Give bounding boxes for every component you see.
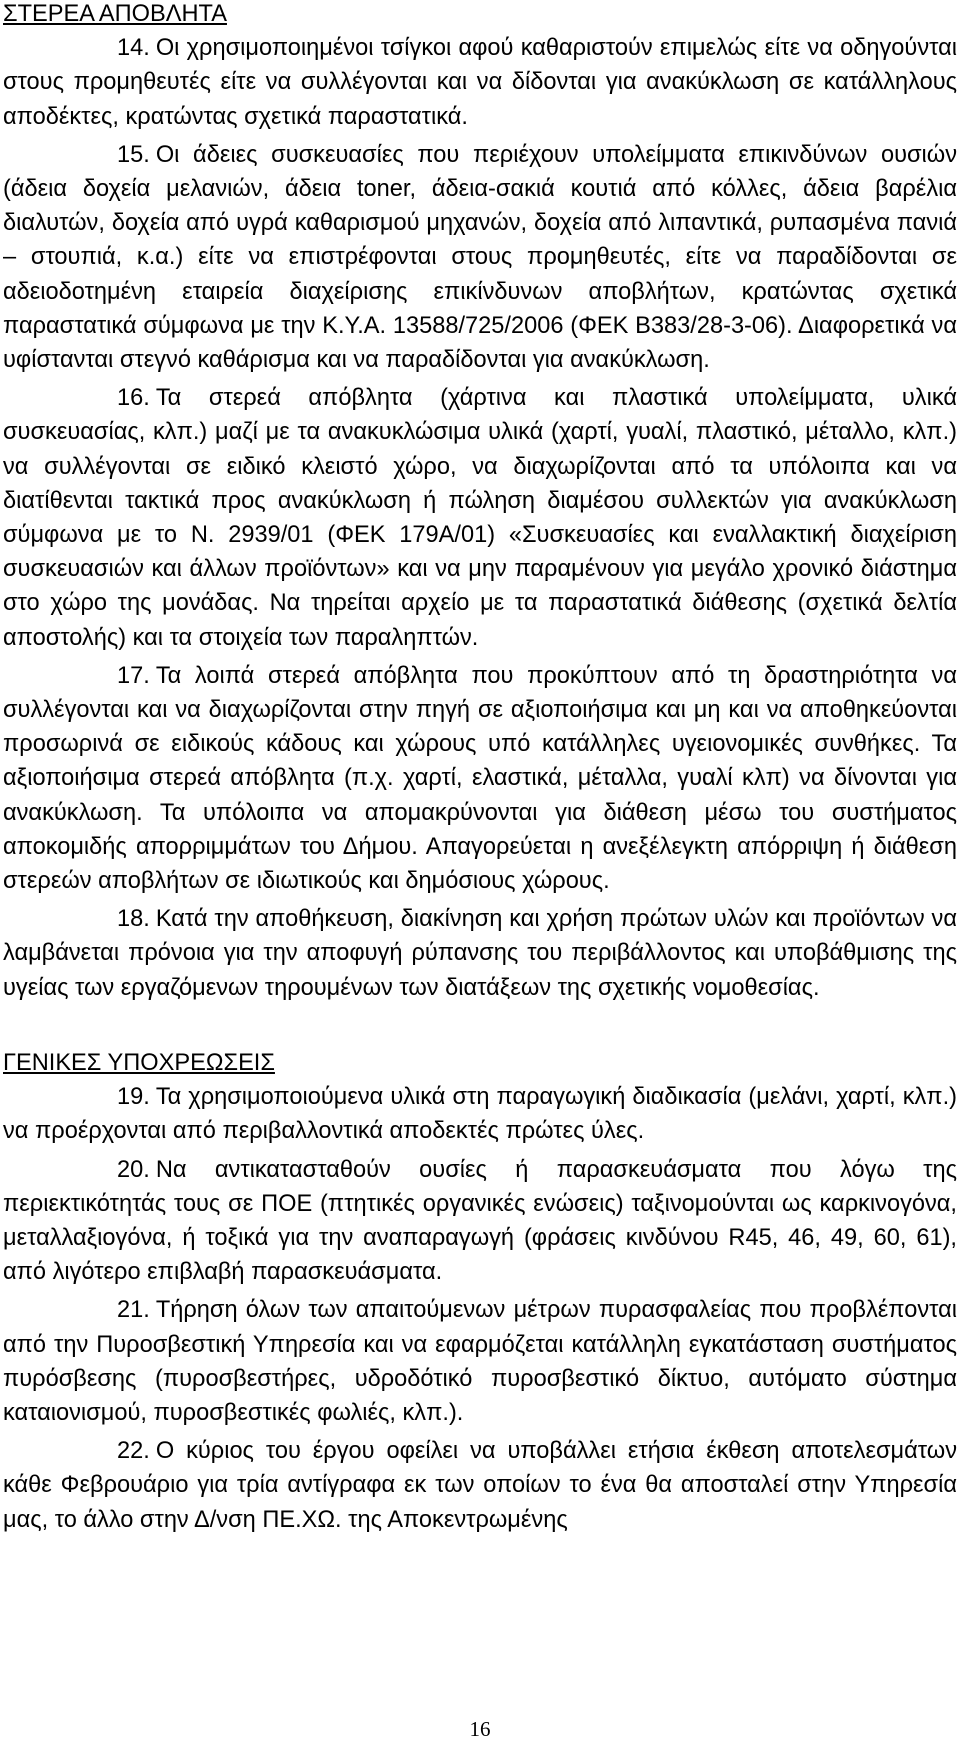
item-number: 14. (117, 35, 150, 62)
item-number: 18. (117, 906, 150, 933)
page-content (3, 0, 957, 1537)
item-number: 21. (117, 1297, 150, 1324)
item-number: 22. (117, 1438, 150, 1465)
item-number: 20. (117, 1156, 150, 1183)
item-17 (3, 659, 957, 898)
item-text: Οι άδειες συσκευασίες που περιέχουν υπολείμματα επικινδύνων ουσιών (άδεια δοχεία μελανιών, άδεια toner, άδεια-σακιά κουτιά από κόλλες, άδεια βαρέλια διαλυτών, δοχεία από υγρά καθαρισμού μηχανών, δοχεία από λιπαντικά, ρυπασμένα πανιά – στουπιά, κ.α.) είτε να επιστρέφονται στους προμηθευτές, είτε να παραδίδονται σε αδειοδοτημένη εταιρεία διαχείρισης επικίνδυνων αποβλήτων, κρατώντας σχετικά παραστατικά σύμφωνα με την Κ.Υ.Α. 13588/725/2006 (ΦΕΚ Β383/28-3-06). Διαφορετικά να υφίστανται στεγνό καθάρισμα και να παραδίδονται για ανακύκλωση. (3, 141, 957, 374)
item-text: Να αντικατασταθούν ουσίες ή παρασκευάσματα που λόγω της περιεκτικότητάς τους σε ΠΟΕ (πτητικές οργανικές ενώσεις) ταξινομούνται ως καρκινογόνα, μεταλλαξιογόνα, ή τοξικά για την αναπαραγωγή (φράσεις κινδύνου R45, 46, 49, 60, 61), από λιγότερο επιβλαβή παρασκευάσματα. (3, 1156, 957, 1286)
item-text: Ο κύριος του έργου οφείλει να υποβάλλει ετήσια έκθεση αποτελεσμάτων κάθε Φεβρουάριο για τρία αντίγραφα εκ των οποίων το ένα θα αποσταλεί στην Υπηρεσία μας, το άλλο στην Δ/νση ΠΕ.ΧΩ. της Αποκεντρωμένης (3, 1438, 957, 1533)
item-number: 15. (117, 141, 150, 168)
item-18 (3, 902, 957, 1005)
item-text: Τήρηση όλων των απαιτούμενων μέτρων πυρασφαλείας που προβλέπονται από την Πυροσβεστική Υπηρεσία και να εφαρμόζεται κατάλληλη εγκατάσταση συστήματος πυρόσβεσης (πυροσβεστήρες, υδροδότικό πυροσβεστικό δίκτυο, αυτόματο σύστημα καταιονισμού, πυροσβεστικές φωλιές, κλπ.). (3, 1297, 957, 1426)
item-text: Τα λοιπά στερεά απόβλητα που προκύπτουν από τη δραστηριότητα να συλλέγονται και να διαχωρίζονται στην πηγή σε αξιοποιήσιμα και μη και να αποθηκεύονται προσωρινά σε ειδικούς κάδους και χώρους υπό κατάλληλες υγειονομικές συνθήκες. Τα αξιοποιήσιμα στερεά απόβλητα (π.χ. χαρτί, ελαστικά, μέταλλα, γυαλί κλπ) να δίνονται για ανακύκλωση. Τα υπόλοιπα να απομακρύνονται για διάθεση μέσω του συστήματος αποκομιδής απορριμμάτων του Δήμου. Απαγορεύεται η ανεξέλεγκτη απόρριψη ή διάθεση στερεών αποβλήτων σε ιδιωτικούς και δημόσιους χώρους. (3, 662, 957, 895)
item-22 (3, 1434, 957, 1537)
section-heading-general-obligations: ΓΕΝΙΚΕΣ ΥΠΟΧΡΕΩΣΕΙΣ (3, 1049, 275, 1076)
item-text: Οι χρησιμοποιημένοι τσίγκοι αφού καθαριστούν επιμελώς είτε να οδηγούνται στους προμηθευτές είτε να συλλέγονται και να δίδονται για ανακύκλωση σε κατάλληλους αποδέκτες, κρατώντας σχετικά παραστατικά. (3, 35, 957, 130)
item-text: Τα χρησιμοποιούμενα υλικά στη παραγωγική διαδικασία (μελάνι, χαρτί, κλπ.) να προέρχονται από περιβαλλοντικά αποδεκτές πρώτες ύλες. (3, 1084, 957, 1145)
section-gap (3, 1005, 957, 1046)
item-number: 17. (117, 662, 150, 689)
item-20 (3, 1153, 957, 1290)
item-text: Τα στερεά απόβλητα (χάρτινα και πλαστικά υπολείμματα, υλικά συσκευασίας, κλπ.) μαζί με τα ανακυκλώσιμα υλικά (χαρτί, γυαλί, πλαστικό, μέταλλο, κλπ.) να συλλέγονται σε ειδικό κλειστό χώρο, να διαχωρίζονται από τα υπόλοιπα και να διατίθενται τακτικά προς ανακύκλωση ή πώληση διαμέσου συλλεκτών για ανακύκλωση σύμφωνα με το Ν. 2939/01 (ΦΕΚ 179Α/01) «Συσκευασίες και εναλλακτική διαχείριση συσκευασιών και άλλων προϊόντων» και να μην παραμένουν για μεγάλο χρονικό διάστημα στο χώρο της μονάδας. Να τηρείται αρχείο με τα παραστατικά διάθεσης (σχετικά δελτία αποστολής) και τα στοιχεία των παραληπτών. (3, 385, 957, 651)
item-14 (3, 31, 957, 134)
item-text: Κατά την αποθήκευση, διακίνηση και χρήση πρώτων υλών και προϊόντων να λαμβάνεται πρόνοια για την αποφυγή ρύπανσης του περιβάλλοντος και υποβάθμισης της υγείας των εργαζόμενων τηρουμένων των διατάξεων της σχετικής νομοθεσίας. (3, 906, 957, 1001)
page-number: 16 (469, 1717, 491, 1741)
item-number: 19. (117, 1084, 150, 1111)
item-15 (3, 138, 957, 377)
item-19 (3, 1080, 957, 1148)
item-number: 16. (117, 385, 150, 412)
item-21 (3, 1293, 957, 1430)
section-heading-solid-waste: ΣΤΕΡΕΑ ΑΠΟΒΛΗΤΑ (3, 1, 227, 27)
item-16 (3, 381, 957, 655)
